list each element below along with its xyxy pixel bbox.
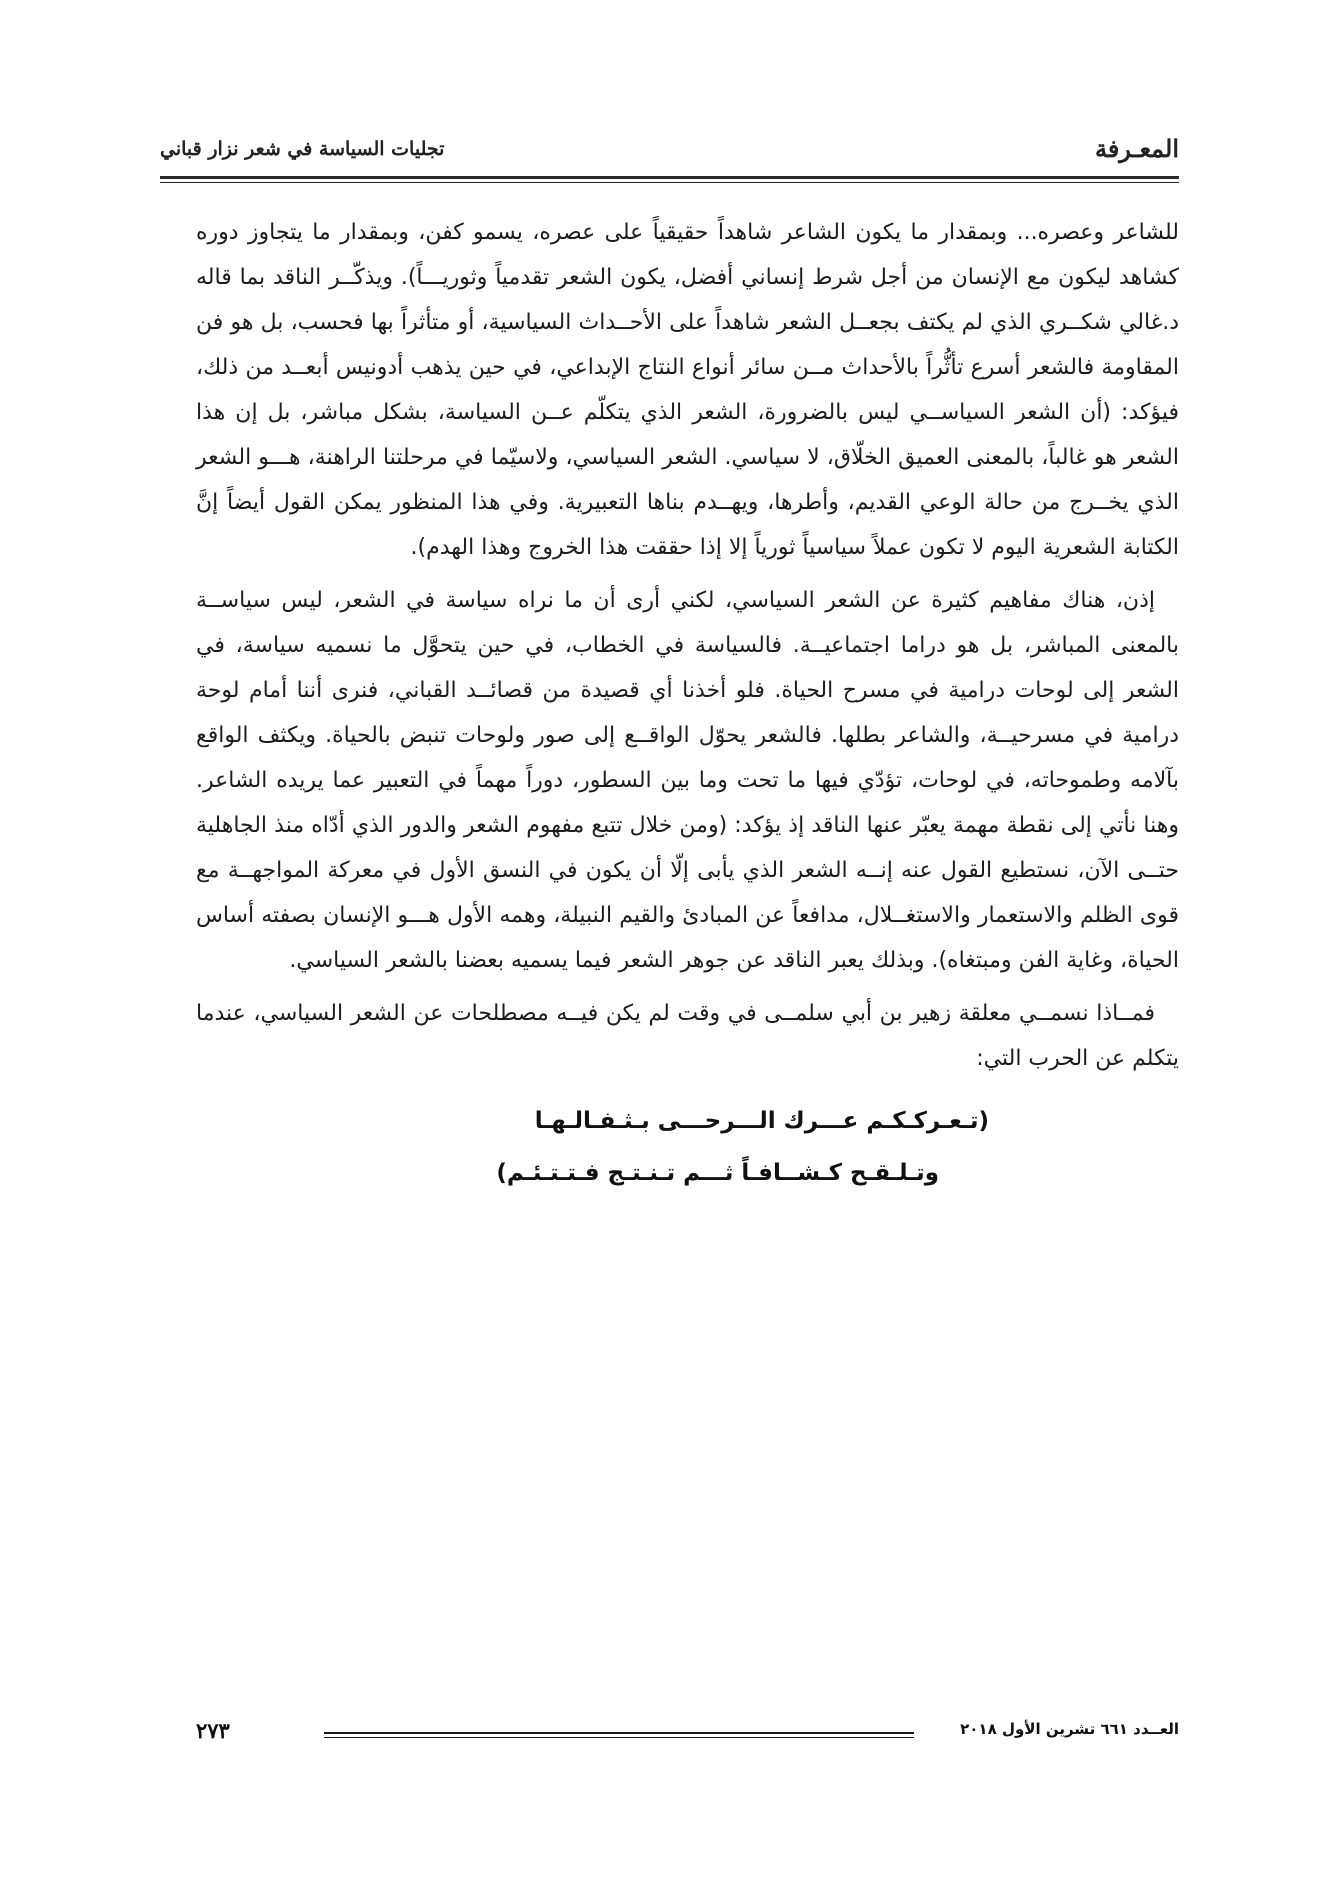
header-divider (160, 176, 1179, 179)
footer-divider-thin (324, 1737, 914, 1738)
verse-line-2: وتـلـقـح كـشــافـاً ثـــم تـنـتـج فـتـتـئـم) (496, 1160, 939, 1186)
footer-divider (324, 1732, 914, 1734)
verse-line-1: (تـعـركـكـم عـــرك الـــرحـــى بـثـفـالـهـا (534, 1108, 989, 1134)
journal-logo: المعـرفة (1094, 134, 1179, 163)
header-divider-thin (160, 182, 1179, 183)
page-footer (196, 1718, 1179, 1748)
page-header (160, 126, 1179, 170)
paragraph-2: إذن، هناك مفاهيم كثيرة عن الشعر السياسي، لكني أرى أن ما نراه سياسة في الشعر، ليس سياســة بالمعنى المباشر، بل هو دراما اجتماعيــة. فالسياسة في الخطاب، في حين يتحوَّل ما نسميه سياسة، في الشعر إلى لوحات درامية في مسرح الحياة. فلو أخذنا أي قصيدة من قصائــد القباني، فنرى أننا أمام لوحة درامية في مسرحيــة، والشاعر بطلها. فالشعر يحوّل الواقــع إلى صور ولوحات تنبض بالحياة. ويكثف الواقع بآلامه وطموحاته، في لوحات، تؤدّي فيها ما تحت وما بين السطور، دوراً مهماً في التعبير عما يريده الشاعر. وهنا نأتي إلى نقطة مهمة يعبّر عنها الناقد إذ يؤكد: (ومن خلال تتبع مفهوم الشعر والدور الذي أدّاه منذ الجاهلية حتــى الآن، نستطيع القول عنه إنــه الشعر الذي يأبى إلّا أن يكون في النسق الأول في معركة المواجهــة مع قوى الظلم والاستعمار والاستغــلال، مدافعاً عن المبادئ والقيم النبيلة، وهمه الأول هـــو الإنسان بصفته أساس الحياة، وغاية الفن ومبتغاه). وبذلك يعبر الناقد عن جوهر الشعر فيما يسميه بعضنا بالشعر السياسي. (196, 588, 1179, 973)
paragraph-3: فمــاذا نسمــي معلقة زهير بن أبي سلمــى في وقت لم يكن فيــه مصطلحات عن الشعر السياسي، عندما يتكلم عن الحرب التي: (196, 1001, 1179, 1071)
paragraph-1: للشاعر وعصره... وبمقدار ما يكون الشاعر شاهداً حقيقياً على عصره، يسمو كفن، وبمقدار ما يتجاوز دوره كشاهد ليكون مع الإنسان من أجل شرط إنساني أفضل، يكون الشعر تقدمياً وثوريـــاً). ويذكّــر الناقد بما قاله د.غالي شكــري الذي لم يكتف بجعــل الشعر شاهداً على الأحــداث السياسية، أو متأثراً بها فحسب، بل هو فن المقاومة فالشعر أسرع تأثُّراً بالأحداث مــن سائر أنواع النتاج الإبداعي، في حين يذهب أدونيس أبعــد من ذلك، فيؤكد: (أن الشعر السياســي ليس بالضرورة، الشعر الذي يتكلّم عــن السياسة، بشكل مباشر، بل إن هذا الشعر هو غالباً، بالمعنى العميق الخلّاق، لا سياسي. الشعر السياسي، ولاسيّما في مرحلتنا الراهنة، هـــو الشعر الذي يخــرج من حالة الوعي القديم، وأطرها، ويهــدم بناها التعبيرية. وفي هذا المنظور يمكن القول أيضاً إنَّ الكتابة الشعرية اليوم لا تكون عملاً سياسياً ثورياً إلا إذا حققت هذا الخروج وهذا الهدم). (196, 220, 1179, 560)
page-number: ٢٧٣ (196, 1718, 230, 1743)
poem-verse (196, 1095, 1179, 1199)
issue-info: العــدد ٦٦١ تشرين الأول ٢٠١٨ (960, 1720, 1179, 1738)
article-body (196, 210, 1179, 1199)
article-running-title: تجليات السياسة في شعر نزار قباني (160, 138, 445, 160)
